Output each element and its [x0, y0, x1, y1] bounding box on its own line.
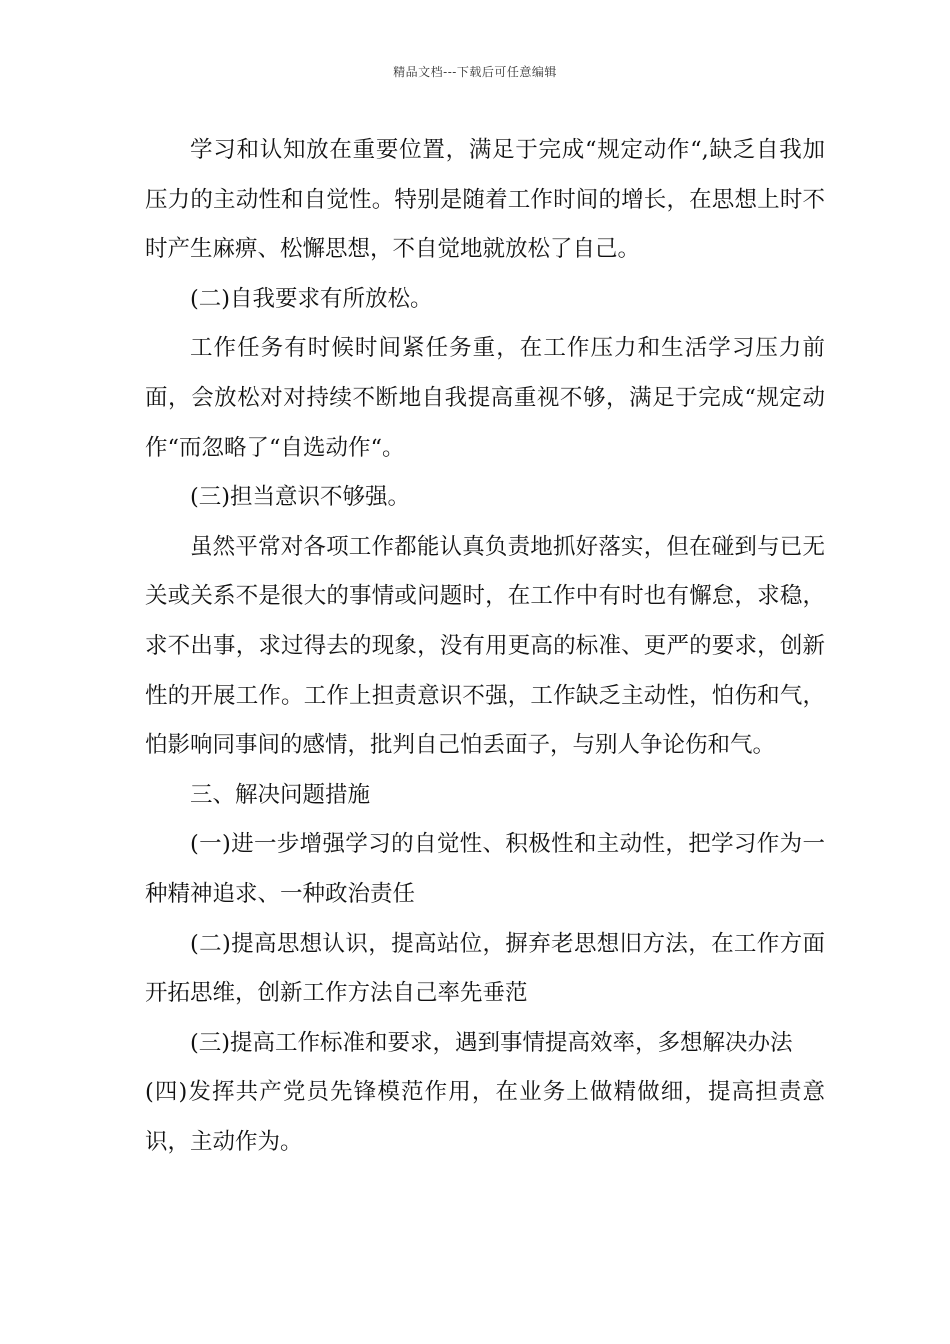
measure-item-4: (四)发挥共产党员先锋模范作用，在业务上做精做细，提高担责意识，主动作为。 [145, 1079, 825, 1155]
heading-self-requirement: (二)自我要求有所放松。 [190, 285, 433, 312]
section-heading-measures: 三、解决问题措施 [190, 781, 371, 808]
measure-item-1: (一)进一步增强学习的自觉性、积极性和主动性，把学习作为一种精神追求、一种政治责任 [145, 831, 825, 907]
measure-item-3: (三)提高工作标准和要求，遇到事情提高效率，多想解决办法 [190, 1029, 793, 1056]
measure-item-2: (二)提高思想认识，提高站位，摒弃老思想旧方法，在工作方面开拓思维，创新工作方法自己率先垂范 [145, 930, 825, 1007]
paragraph-work-pressure: 工作任务有时候时间紧任务重，在工作压力和生活学习压力前面，会放松对对持续不断地自我提高重视不够，满足于完成“规定动作“而忽略了“自选动作“。 [145, 335, 825, 461]
paragraph-learning-awareness: 学习和认知放在重要位置，满足于完成“规定动作“,缺乏自我加压力的主动性和自觉性。特别是随着工作时间的增长，在思想上时不时产生麻痹、松懈思想，不自觉地就放松了自己。 [145, 137, 825, 263]
document-body [145, 126, 825, 1167]
page-header: 精品文档---下载后可任意编辑 [393, 65, 557, 79]
paragraph-responsibility-detail: 虽然平常对各项工作都能认真负责地抓好落实，但在碰到与已无关或关系不是很大的事情或问题时，在工作中有时也有懈怠，求稳，求不出事，求过得去的现象，没有用更高的标准、更严的要求，创新性的开展工作。工作上担责意识不强，工作缺乏主动性，怕伤和气，怕影响同事间的感情，批判自己怕丢面子，与别人争论伤和气。 [145, 533, 825, 759]
heading-responsibility: (三)担当意识不够强。 [190, 484, 411, 511]
